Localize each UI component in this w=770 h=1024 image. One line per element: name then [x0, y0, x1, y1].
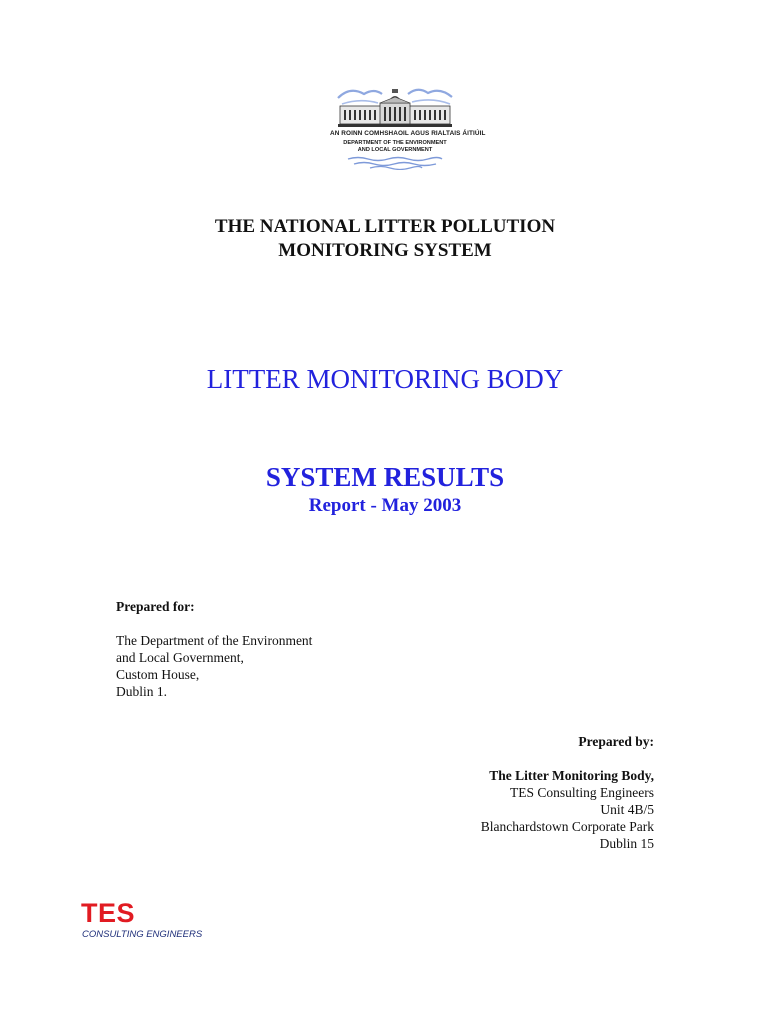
prepared-for-line: The Department of the Environment — [116, 633, 313, 648]
department-logo — [330, 84, 486, 170]
prepared-by-line: Dublin 15 — [599, 836, 654, 851]
prepared-for-block — [116, 598, 436, 700]
body-name-heading: LITTER MONITORING BODY — [206, 364, 564, 394]
prepared-by-block — [380, 733, 654, 852]
prepared-by-line: Blanchardstown Corporate Park — [480, 819, 654, 834]
logo-english-name-line-2: AND LOCAL GOVERNMENT — [357, 147, 433, 153]
tes-logo-subtitle: CONSULTING ENGINEERS — [82, 929, 203, 940]
water-waves-icon — [330, 156, 460, 170]
prepared-by-line: TES Consulting Engineers — [510, 785, 654, 800]
results-heading: SYSTEM RESULTS — [265, 462, 505, 492]
logo-english-name-line-1: DEPARTMENT OF THE ENVIRONMENT — [343, 140, 447, 146]
prepared-by-line: Unit 4B/5 — [600, 802, 654, 817]
report-date: Report - May 2003 — [308, 495, 462, 516]
custom-house-building-icon — [330, 84, 460, 130]
prepared-for-line: Custom House, — [116, 667, 200, 682]
prepared-for-line: Dublin 1. — [116, 684, 168, 699]
prepared-for-heading: Prepared for: — [116, 599, 195, 614]
prepared-by-organisation: The Litter Monitoring Body, — [489, 768, 654, 783]
prepared-by-heading: Prepared by: — [578, 734, 654, 749]
prepared-for-line: and Local Government, — [116, 650, 244, 665]
document-title-line-2: MONITORING SYSTEM — [278, 240, 492, 261]
logo-irish-name: AN ROINN COMHSHAOIL AGUS RIALTAIS ÁITIÚIL — [330, 130, 486, 137]
tes-logo — [81, 898, 221, 944]
document-title-line-1: THE NATIONAL LITTER POLLUTION — [214, 216, 556, 237]
tes-logo-word: TES — [81, 898, 136, 928]
document-title — [0, 215, 770, 263]
